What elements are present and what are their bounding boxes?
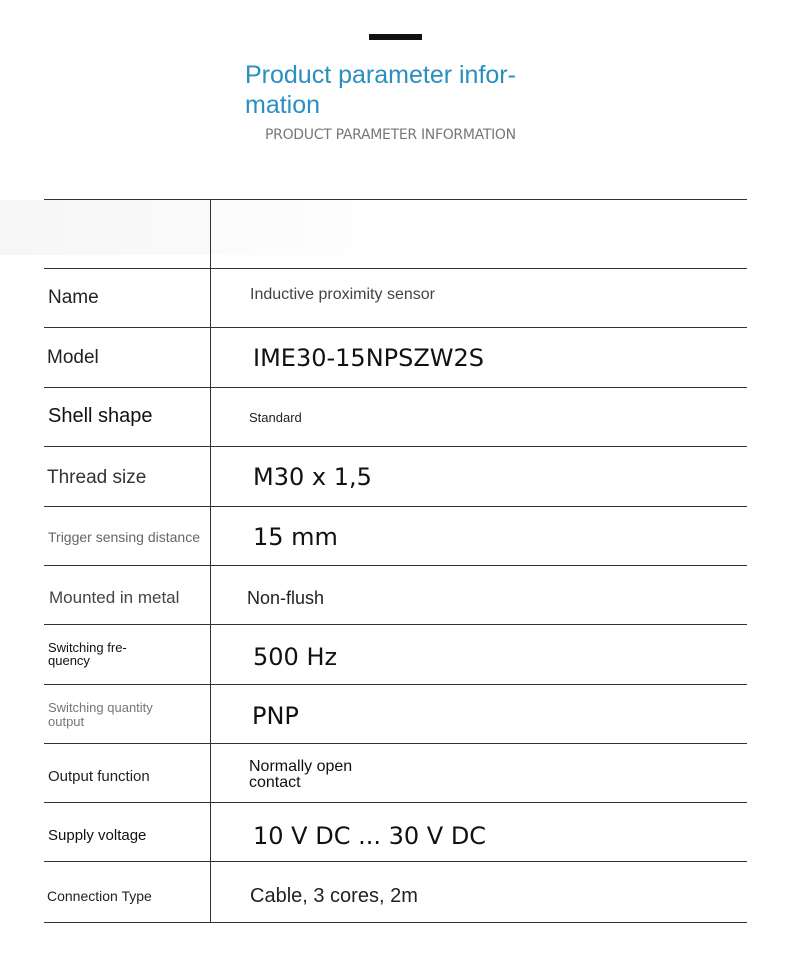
table-rule <box>44 802 747 803</box>
table-rule <box>44 565 747 566</box>
param-label-shell-shape: Shell shape <box>48 405 153 427</box>
table-rule <box>44 743 747 744</box>
param-value-model: IME30-15NPSZW2S <box>253 344 485 372</box>
param-value-switching-frequency: 500 Hz <box>253 643 338 671</box>
table-rule <box>44 861 747 862</box>
param-value-output-function-line1: Normally open <box>249 758 353 775</box>
page-title <box>245 60 545 120</box>
param-value-thread-size: M30 x 1,5 <box>253 463 372 491</box>
table-rule <box>44 506 747 507</box>
param-label-model: Model <box>47 347 99 368</box>
param-label-sensing-distance: Trigger sensing distance <box>48 529 201 545</box>
table-rule <box>44 624 747 625</box>
param-value-name: Inductive proximity sensor <box>250 286 435 303</box>
param-label-switching-output <box>48 701 153 729</box>
param-label-name: Name <box>48 287 99 308</box>
table-rule <box>44 327 747 328</box>
param-label-connection-type: Connection Type <box>47 888 152 904</box>
param-value-shell-shape: Standard <box>249 410 302 425</box>
param-value-output-function <box>249 759 352 791</box>
param-label-thread-size: Thread size <box>47 467 147 488</box>
page-title-line1: Product parameter infor- <box>245 61 516 89</box>
param-value-sensing-distance: 15 mm <box>253 523 338 551</box>
param-label-switching-frequency-line2: quency <box>48 653 90 668</box>
param-label-switching-frequency <box>48 641 127 667</box>
param-label-switching-output-line1: Switching quantity <box>48 700 153 715</box>
table-rule <box>44 199 747 200</box>
param-label-output-function: Output function <box>48 768 150 785</box>
table-column-divider <box>210 199 211 922</box>
page-title-line2: mation <box>245 91 321 119</box>
table-rule <box>44 684 747 685</box>
param-value-supply-voltage: 10 V DC ... 30 V DC <box>253 822 487 850</box>
param-label-switching-frequency-line1: Switching fre- <box>48 640 127 655</box>
param-label-switching-output-line2: output <box>48 714 85 729</box>
param-label-supply-voltage: Supply voltage <box>48 827 147 844</box>
param-label-mounting: Mounted in metal <box>49 588 180 607</box>
param-value-output-function-line2: contact <box>249 774 301 791</box>
table-rule <box>44 387 747 388</box>
table-rule <box>44 268 747 269</box>
table-rule <box>44 922 747 923</box>
header-accent-bar <box>369 34 422 40</box>
page-subtitle: PRODUCT PARAMETER INFORMATION <box>265 127 516 143</box>
param-value-switching-output: PNP <box>252 702 299 730</box>
param-value-mounting: Non-flush <box>247 588 325 608</box>
table-rule <box>44 446 747 447</box>
param-value-connection-type: Cable, 3 cores, 2m <box>250 885 418 907</box>
